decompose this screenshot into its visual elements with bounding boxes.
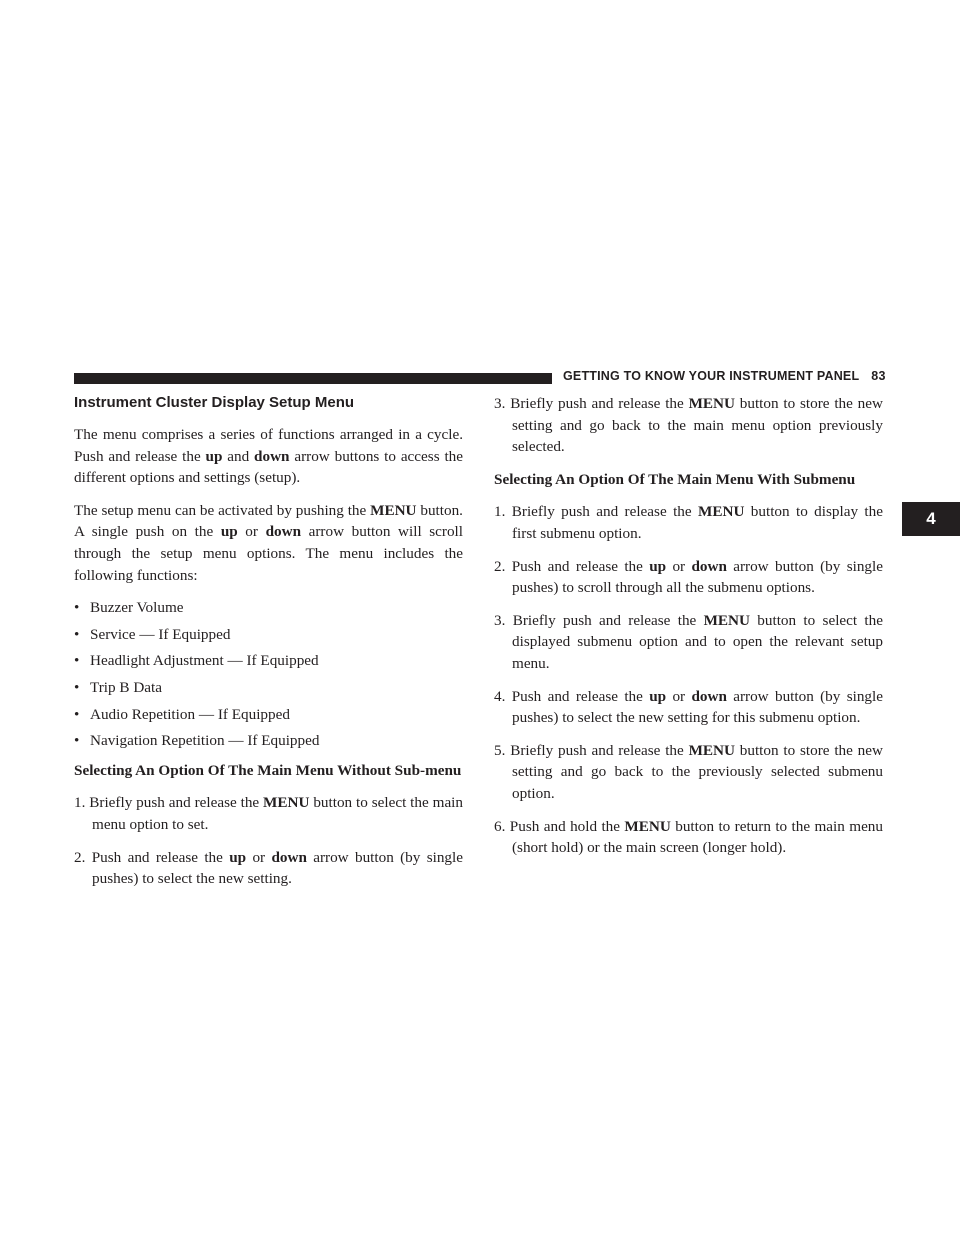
running-header	[563, 369, 886, 383]
step-item: 2. Push and release the up or down arrow button (by single pushes) to select the new setting.	[74, 848, 463, 888]
bold-term: up	[220, 523, 238, 541]
step-item: 6. Push and hold the MENU button to return to the main menu (short hold) or the main screen (longer hold).	[494, 817, 883, 857]
bold-term: MENU	[624, 817, 671, 835]
step-item: 5. Briefly push and release the MENU button to store the new setting and go back to the previously selected submenu option.	[494, 741, 883, 802]
step-item: 3. Briefly push and release the MENU button to select the displayed submenu option and to open the relevant setup menu.	[494, 611, 883, 672]
bold-term: up	[649, 557, 667, 575]
functions-list	[74, 597, 463, 752]
step-item: 4. Push and release the up or down arrow button (by single pushes) to select the new setting for this submenu option.	[494, 687, 883, 727]
step-item: 3. Briefly push and release the MENU button to store the new setting and go back to the main menu option previously selected.	[494, 395, 883, 456]
bold-term: down	[265, 523, 302, 541]
list-item: • Trip B Data	[74, 677, 463, 699]
bold-term: MENU	[688, 395, 735, 412]
left-column	[74, 393, 463, 901]
bold-term: down	[271, 848, 307, 866]
list-item: • Headlight Adjustment — If Equipped	[74, 650, 463, 672]
bold-term: MENU	[263, 794, 310, 812]
bold-term: MENU	[688, 741, 735, 759]
intro-paragraph: The menu comprises a series of functions arranged in a cycle. Push and release the up and down arrow buttons to access the different options and settings (setup).	[74, 426, 463, 487]
header-rule	[74, 373, 552, 384]
chapter-tab: 4	[902, 502, 960, 536]
steps-without-submenu-continued	[494, 393, 883, 458]
subhead-without-submenu: Selecting An Option Of The Main Menu Without Sub-menu	[74, 761, 462, 779]
step-item: 1. Briefly push and release the MENU button to display the first submenu option.	[494, 503, 883, 542]
subhead-with-submenu: Selecting An Option Of The Main Menu With Submenu	[494, 470, 856, 488]
setup-paragraph: The setup menu can be activated by pushing the MENU button. A single push on the up or down arrow button will scroll through the setup menu options. The menu includes the following functions:	[74, 501, 464, 584]
list-item: • Service — If Equipped	[74, 624, 463, 646]
bold-term: MENU	[698, 503, 745, 521]
steps-without-submenu	[74, 792, 463, 889]
page-number: 83	[871, 369, 886, 383]
step-item: 1. Briefly push and release the MENU button to select the main menu option to set.	[74, 794, 463, 833]
steps-with-submenu	[494, 501, 883, 858]
bold-term: up	[649, 687, 667, 705]
list-item: • Navigation Repetition — If Equipped	[74, 730, 463, 752]
bold-term: MENU	[703, 611, 750, 629]
section-title: Instrument Cluster Display Setup Menu	[74, 394, 355, 411]
list-item: • Audio Repetition — If Equipped	[74, 704, 463, 726]
right-column	[494, 393, 883, 870]
list-item: • Buzzer Volume	[74, 597, 463, 619]
bold-term: up	[229, 848, 247, 866]
bold-term: up	[205, 447, 223, 465]
header-title: GETTING TO KNOW YOUR INSTRUMENT PANEL	[563, 369, 860, 383]
bold-term: MENU	[370, 501, 417, 519]
step-item: 2. Push and release the up or down arrow button (by single pushes) to scroll through all the submenu options.	[494, 557, 883, 597]
bold-term: down	[691, 687, 727, 705]
bold-term: down	[691, 557, 727, 575]
bold-term: down	[254, 447, 290, 465]
